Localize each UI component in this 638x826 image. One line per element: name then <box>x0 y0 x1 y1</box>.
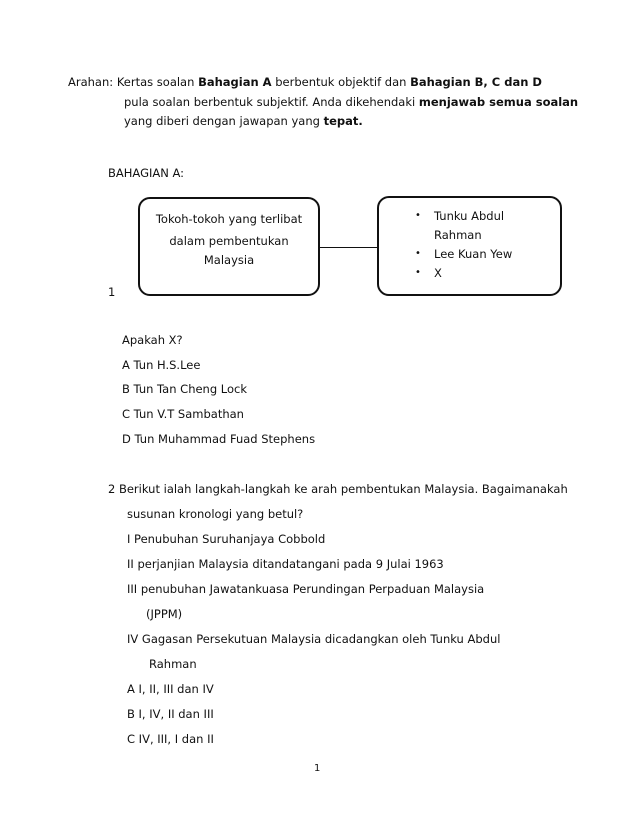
instruction-label: Arahan: <box>68 75 114 89</box>
diagram-right-item-1-cont: Rahman <box>434 228 482 242</box>
question-1-option-c: C Tun V.T Sambathan <box>122 407 244 421</box>
question-1-option-b: B Tun Tan Cheng Lock <box>122 382 248 396</box>
instruction-text: yang diberi dengan jawapan yang <box>124 114 324 128</box>
question-2-item-iv: IV Gagasan Persekutuan Malaysia dicadangkan oleh Tunku Abdul <box>127 632 501 646</box>
instruction-line-1 <box>68 75 542 89</box>
question-2-item-iii-cont: (JPPM) <box>146 607 183 621</box>
question-2-option-b: B I, IV, II dan III <box>127 707 214 721</box>
instruction-line-2 <box>124 95 578 109</box>
instruction-bold-answer-all: menjawab semua soalan <box>418 95 579 109</box>
diagram-left-line-1: Tokoh-tokoh yang terlibat <box>155 212 303 226</box>
question-2-item-iii: III penubuhan Jawatankuasa Perundingan Perpaduan Malaysia <box>127 582 485 596</box>
question-2-option-c: C IV, III, I dan II <box>127 732 214 746</box>
instruction-line-3 <box>124 114 363 128</box>
diagram-right-box <box>377 196 562 296</box>
question-1-option-d: D Tun Muhammad Fuad Stephens <box>122 432 316 446</box>
instruction-text: berbentuk objektif dan <box>271 75 411 89</box>
question-2-line-2: susunan kronologi yang betul? <box>127 507 304 521</box>
question-1-option-a: A Tun H.S.Lee <box>122 358 201 372</box>
instruction-bold-correct: tepat. <box>323 114 363 128</box>
instruction-text: Kertas soalan <box>116 75 199 89</box>
question-2-option-a: A I, II, III dan IV <box>127 682 214 696</box>
instruction-bold-sections-bcd: Bahagian B, C dan D <box>410 75 542 89</box>
question-2-line-1: 2 Berikut ialah langkah-langkah ke arah pembentukan Malaysia. Bagaimanakah <box>108 482 568 496</box>
question-1-number: 1 <box>108 285 116 299</box>
diagram-right-item-1: Tunku Abdul <box>434 209 505 223</box>
question-2-item-ii: II perjanjian Malaysia ditandatangani pada 9 Julai 1963 <box>127 557 444 571</box>
diagram-left-box <box>138 197 320 296</box>
diagram-left-line-2: dalam pembentukan <box>169 234 289 248</box>
instruction-bold-section-a: Bahagian A <box>198 75 272 89</box>
question-2-item-i: I Penubuhan Suruhanjaya Cobbold <box>127 532 326 546</box>
instruction-text: pula soalan berbentuk subjektif. Anda dikehendaki <box>124 95 419 109</box>
page-number: 1 <box>314 763 321 774</box>
question-2-item-iv-cont: Rahman <box>149 657 197 671</box>
bullet-2: • <box>415 248 421 259</box>
diagram-right-item-3: X <box>434 266 442 280</box>
diagram-connector-line <box>320 247 377 248</box>
bullet-1: • <box>415 210 421 221</box>
bullet-3: • <box>415 267 421 278</box>
section-title: BAHAGIAN A: <box>108 166 185 180</box>
diagram-right-item-2: Lee Kuan Yew <box>434 247 513 261</box>
diagram-left-line-3: Malaysia <box>203 253 255 267</box>
question-1-text: Apakah X? <box>122 333 183 347</box>
